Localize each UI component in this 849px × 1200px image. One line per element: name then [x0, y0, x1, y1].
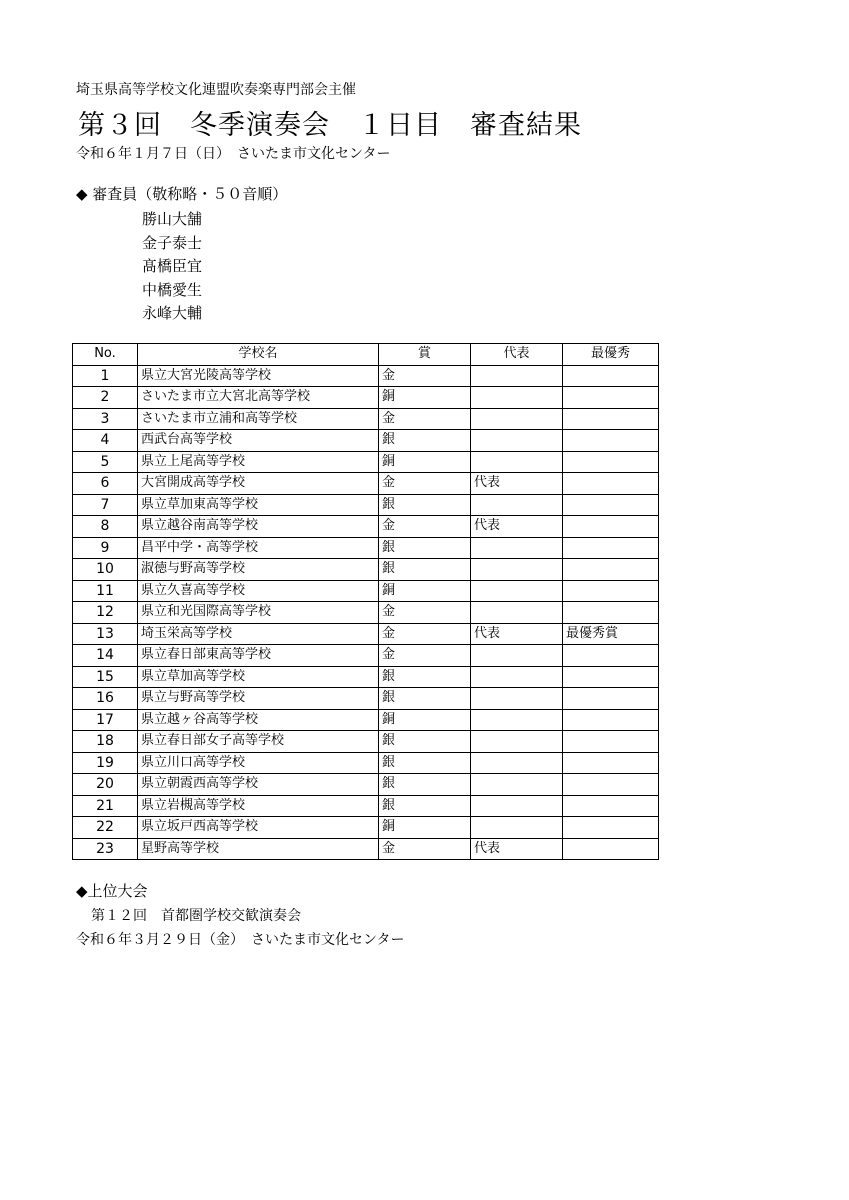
cell-representative	[471, 602, 563, 624]
cell-school: 県立岩槻高等学校	[138, 795, 379, 817]
cell-best	[563, 537, 659, 559]
header-school: 学校名	[138, 344, 379, 366]
cell-no: 4	[73, 430, 138, 452]
cell-best	[563, 731, 659, 753]
table-row	[73, 666, 659, 688]
table-row	[73, 752, 659, 774]
cell-best	[563, 774, 659, 796]
cell-award: 金	[379, 365, 471, 387]
cell-representative	[471, 494, 563, 516]
judges-list	[142, 208, 202, 326]
table-row	[73, 623, 659, 645]
cell-no: 18	[73, 731, 138, 753]
cell-no: 20	[73, 774, 138, 796]
cell-representative	[471, 731, 563, 753]
cell-best	[563, 602, 659, 624]
cell-school: 大宮開成高等学校	[138, 473, 379, 495]
cell-representative	[471, 795, 563, 817]
cell-representative	[471, 451, 563, 473]
cell-best	[563, 559, 659, 581]
results-body	[73, 365, 659, 860]
cell-no: 2	[73, 387, 138, 409]
cell-award: 銅	[379, 817, 471, 839]
cell-no: 19	[73, 752, 138, 774]
cell-no: 10	[73, 559, 138, 581]
cell-best	[563, 817, 659, 839]
cell-best	[563, 516, 659, 538]
cell-award: 金	[379, 516, 471, 538]
table-row	[73, 645, 659, 667]
cell-award: 銀	[379, 795, 471, 817]
table-row	[73, 838, 659, 860]
cell-representative	[471, 688, 563, 710]
cell-best	[563, 408, 659, 430]
cell-best	[563, 580, 659, 602]
table-row	[73, 709, 659, 731]
cell-school: さいたま市立浦和高等学校	[138, 408, 379, 430]
cell-award: 銀	[379, 731, 471, 753]
table-row	[73, 688, 659, 710]
cell-school: 県立春日部女子高等学校	[138, 731, 379, 753]
cell-school: さいたま市立大宮北高等学校	[138, 387, 379, 409]
cell-no: 8	[73, 516, 138, 538]
cell-school: 西武台高等学校	[138, 430, 379, 452]
table-row	[73, 365, 659, 387]
table-row	[73, 430, 659, 452]
cell-best	[563, 387, 659, 409]
cell-no: 17	[73, 709, 138, 731]
cell-award: 銀	[379, 559, 471, 581]
cell-award: 銅	[379, 451, 471, 473]
table-header-row	[73, 344, 659, 366]
cell-school: 県立越ヶ谷高等学校	[138, 709, 379, 731]
cell-representative	[471, 774, 563, 796]
judge-name: 髙橋臣宜	[142, 257, 203, 275]
cell-representative: 代表	[471, 473, 563, 495]
cell-no: 16	[73, 688, 138, 710]
cell-best	[563, 795, 659, 817]
cell-school: 県立川口高等学校	[138, 752, 379, 774]
cell-best	[563, 365, 659, 387]
cell-award: 金	[379, 602, 471, 624]
table-row	[73, 516, 659, 538]
cell-representative	[471, 408, 563, 430]
cell-award: 銀	[379, 666, 471, 688]
header-representative: 代表	[471, 344, 563, 366]
cell-school: 県立草加高等学校	[138, 666, 379, 688]
cell-school: 星野高等学校	[138, 838, 379, 860]
cell-award: 金	[379, 623, 471, 645]
judge-name: 永峰大輔	[142, 304, 203, 322]
cell-award: 金	[379, 473, 471, 495]
cell-school: 淑徳与野高等学校	[138, 559, 379, 581]
cell-representative	[471, 537, 563, 559]
cell-school: 県立越谷南高等学校	[138, 516, 379, 538]
cell-school: 県立大宮光陵高等学校	[138, 365, 379, 387]
cell-award: 銀	[379, 774, 471, 796]
cell-no: 13	[73, 623, 138, 645]
cell-representative	[471, 709, 563, 731]
cell-award: 銀	[379, 752, 471, 774]
cell-best	[563, 451, 659, 473]
cell-best	[563, 430, 659, 452]
judge-name: 勝山大舗	[142, 210, 203, 228]
cell-no: 12	[73, 602, 138, 624]
cell-no: 3	[73, 408, 138, 430]
cell-award: 銅	[379, 580, 471, 602]
cell-representative	[471, 365, 563, 387]
cell-award: 銀	[379, 494, 471, 516]
judge-name: 金子泰士	[142, 233, 203, 252]
upper-competition-date-venue: 令和６年３月２９日（金） さいたま市文化センター	[76, 932, 405, 948]
cell-no: 7	[73, 494, 138, 516]
header-award: 賞	[379, 344, 471, 366]
event-date-venue: 令和６年１月７日（日） さいたま市文化センター	[76, 146, 391, 162]
table-row	[73, 494, 659, 516]
table-row	[73, 387, 659, 409]
cell-best	[563, 838, 659, 860]
cell-no: 14	[73, 645, 138, 667]
cell-school: 県立朝霞西高等学校	[138, 774, 379, 796]
cell-award: 金	[379, 408, 471, 430]
cell-no: 6	[73, 473, 138, 495]
cell-award: 金	[379, 838, 471, 860]
table-row	[73, 537, 659, 559]
cell-best	[563, 709, 659, 731]
upper-competition-heading: ◆上位大会	[76, 882, 148, 900]
table-row	[73, 408, 659, 430]
cell-best: 最優秀賞	[563, 623, 659, 645]
cell-representative: 代表	[471, 838, 563, 860]
cell-best	[563, 473, 659, 495]
cell-school: 県立和光国際高等学校	[138, 602, 379, 624]
cell-school: 県立与野高等学校	[138, 688, 379, 710]
page-title: 第３回 冬季演奏会 １日目 審査結果	[78, 110, 582, 141]
table-row	[73, 731, 659, 753]
table-row	[73, 580, 659, 602]
cell-school: 県立上尾高等学校	[138, 451, 379, 473]
table-row	[73, 795, 659, 817]
cell-representative	[471, 387, 563, 409]
cell-award: 銅	[379, 709, 471, 731]
cell-no: 22	[73, 817, 138, 839]
cell-award: 金	[379, 645, 471, 667]
cell-award: 銀	[379, 537, 471, 559]
cell-no: 9	[73, 537, 138, 559]
judges-heading: ◆ 審査員（敬称略・５０音順）	[76, 185, 288, 203]
cell-best	[563, 752, 659, 774]
cell-representative	[471, 752, 563, 774]
cell-best	[563, 494, 659, 516]
cell-representative	[471, 580, 563, 602]
table-row	[73, 774, 659, 796]
cell-best	[563, 688, 659, 710]
cell-school: 埼玉栄高等学校	[138, 623, 379, 645]
cell-no: 23	[73, 838, 138, 860]
table-row	[73, 559, 659, 581]
header-best: 最優秀	[563, 344, 659, 366]
cell-school: 県立久喜高等学校	[138, 580, 379, 602]
table-row	[73, 602, 659, 624]
cell-no: 1	[73, 365, 138, 387]
cell-award: 銅	[379, 387, 471, 409]
cell-representative	[471, 666, 563, 688]
cell-representative: 代表	[471, 516, 563, 538]
cell-school: 県立坂戸西高等学校	[138, 817, 379, 839]
cell-award: 銀	[379, 688, 471, 710]
table-row	[73, 817, 659, 839]
header-no: No.	[73, 344, 138, 366]
results-table	[72, 343, 659, 860]
cell-best	[563, 645, 659, 667]
cell-representative: 代表	[471, 623, 563, 645]
upper-competition-event: 第１２回 首都圏学校交歓演奏会	[91, 908, 301, 924]
cell-no: 21	[73, 795, 138, 817]
cell-representative	[471, 559, 563, 581]
table-row	[73, 451, 659, 473]
cell-representative	[471, 645, 563, 667]
cell-best	[563, 666, 659, 688]
judge-name: 中橋愛生	[142, 280, 203, 299]
cell-no: 15	[73, 666, 138, 688]
cell-school: 昌平中学・高等学校	[138, 537, 379, 559]
cell-school: 県立春日部東高等学校	[138, 645, 379, 667]
cell-representative	[471, 430, 563, 452]
cell-representative	[471, 817, 563, 839]
cell-no: 5	[73, 451, 138, 473]
cell-no: 11	[73, 580, 138, 602]
cell-school: 県立草加東高等学校	[138, 494, 379, 516]
table-row	[73, 473, 659, 495]
organizer-line: 埼玉県高等学校文化連盟吹奏楽専門部会主催	[76, 82, 356, 98]
cell-award: 銀	[379, 430, 471, 452]
